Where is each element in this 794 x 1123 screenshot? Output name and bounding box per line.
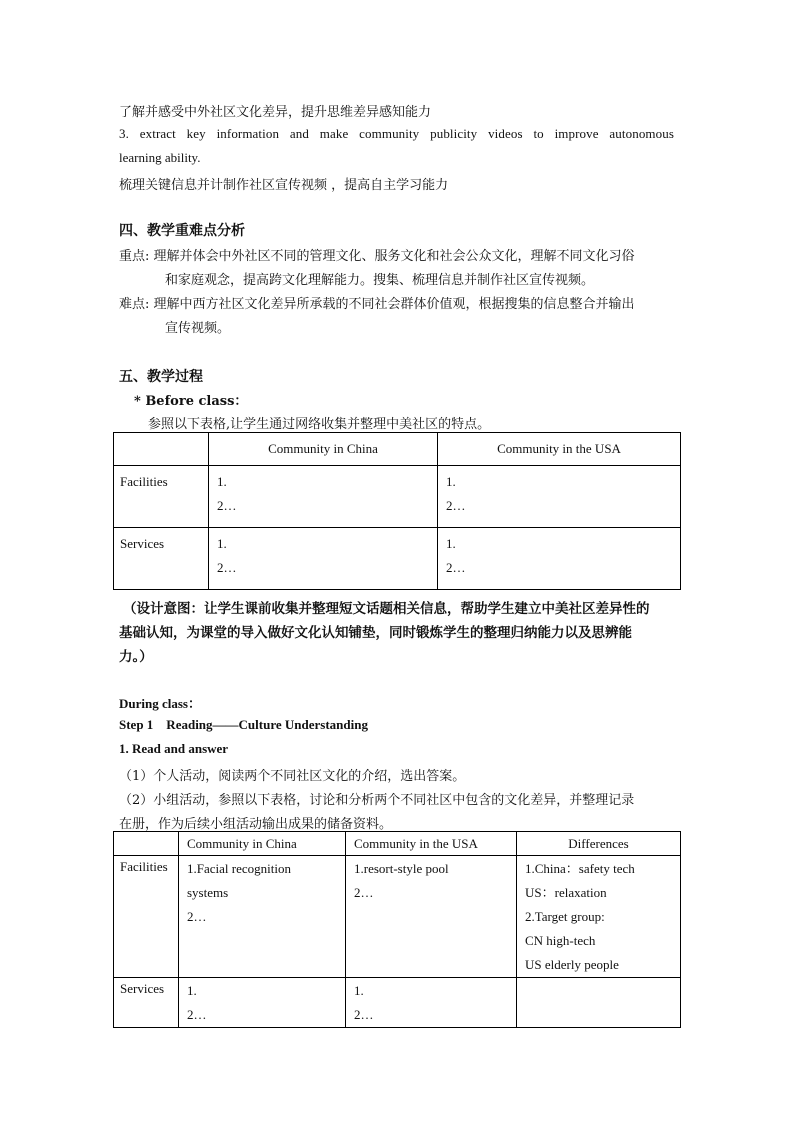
key-text-1: 理解并体会中外社区不同的管理文化、服务文化和社会公众文化，理解不同文化习俗 [153, 249, 635, 264]
cell-line: US elderly people [525, 957, 619, 972]
read-and-answer: 1. Read and answer [119, 741, 229, 756]
goal-3-en-cont: learning ability. [119, 150, 201, 165]
table-during-class [113, 831, 681, 1028]
row-label: Services [114, 978, 179, 1028]
row-label: Facilities [114, 856, 179, 978]
cell-line: 1. [446, 536, 456, 551]
row-label: Facilities [114, 466, 209, 528]
cell-line: 2… [354, 1007, 374, 1022]
activity-2-line-2: 在册，作为后续小组活动输出成果的储备资料。 [119, 817, 393, 832]
key-text-2: 和家庭观念，提高跨文化理解能力。搜集、梳理信息并制作社区宣传视频。 [165, 273, 595, 288]
cell-line: 2… [446, 560, 466, 575]
before-class: * Before class： [134, 394, 248, 409]
cell-line: systems [187, 885, 229, 900]
section5-title: 五、教学过程 [119, 369, 203, 385]
intent-line-2: 基础认知，为课堂的导入做好文化认知铺垫，同时锻炼学生的整理归纳能力以及思辨能 [119, 625, 632, 641]
cell-line: 2.Target group: [525, 909, 605, 924]
cell-line: 2… [217, 498, 237, 513]
table-row [114, 528, 681, 590]
cell-line: 2… [446, 498, 466, 513]
key-point [119, 245, 635, 264]
difficult-point [119, 293, 635, 312]
cell-line: 1.resort-style pool [354, 861, 449, 876]
cell-line: 1. [187, 983, 197, 998]
table1-header-china: Community in China [209, 433, 438, 466]
cell-line: 1. [217, 474, 227, 489]
goal-line-cn: 了解并感受中外社区文化差异，提升思维差异感知能力 [119, 105, 432, 120]
cell-line: 1. [446, 474, 456, 489]
table2-header-usa: Community in the USA [346, 832, 517, 856]
activity-2-line-1: （2）小组活动，参照以下表格，讨论和分析两个不同社区中包含的文化差异，并整理记录 [119, 793, 635, 808]
table1-header-usa: Community in the USA [438, 433, 681, 466]
table2-corner [114, 832, 179, 856]
table1-corner [114, 433, 209, 466]
cell-line: 2… [187, 1007, 207, 1022]
cell-line: 2… [187, 909, 207, 924]
goal-3-en: 3. extract key information and make community publicity videos to improve autonomous [119, 126, 674, 141]
step1-title: Step 1 Reading——Culture Understanding [119, 717, 368, 732]
intent-line-3: 力。） [119, 649, 153, 665]
table2-header-china: Community in China [179, 832, 346, 856]
table-row [114, 856, 681, 978]
key-label: 重点: [119, 249, 150, 264]
before-class-desc: 参照以下表格,让学生通过网络收集并整理中美社区的特点。 [148, 417, 491, 432]
diff-label: 难点: [119, 297, 150, 312]
cell-line: 2… [354, 885, 374, 900]
section4-title: 四、教学重难点分析 [119, 223, 245, 239]
cell-line: 2… [217, 560, 237, 575]
activity-1: （1）个人活动，阅读两个不同社区文化的介绍，选出答案。 [119, 769, 466, 784]
cell-line: 1. [354, 983, 364, 998]
goal-3-cn: 梳理关键信息并计制作社区宣传视频 ，提高自主学习能力 [119, 178, 449, 193]
diff-text-1: 理解中西方社区文化差异所承载的不同社会群体价值观，根据搜集的信息整合并输出 [153, 297, 635, 312]
intent-line-1: （设计意图：让学生课前收集并整理短文话题相关信息，帮助学生建立中美社区差异性的 [123, 601, 650, 617]
cell-line: 1.China：safety tech [525, 861, 635, 876]
table2-services-diff [517, 978, 681, 1028]
table-row [114, 466, 681, 528]
table-row [114, 978, 681, 1028]
diff-text-2: 宣传视频。 [165, 321, 231, 336]
cell-line: CN high-tech [525, 933, 596, 948]
row-label: Services [114, 528, 209, 590]
cell-line: 1.Facial recognition [187, 861, 291, 876]
table-before-class [113, 432, 681, 590]
cell-line: 1. [217, 536, 227, 551]
cell-line: US：relaxation [525, 885, 607, 900]
table2-header-diff: Differences [517, 832, 681, 856]
during-class: During class： [119, 696, 201, 711]
